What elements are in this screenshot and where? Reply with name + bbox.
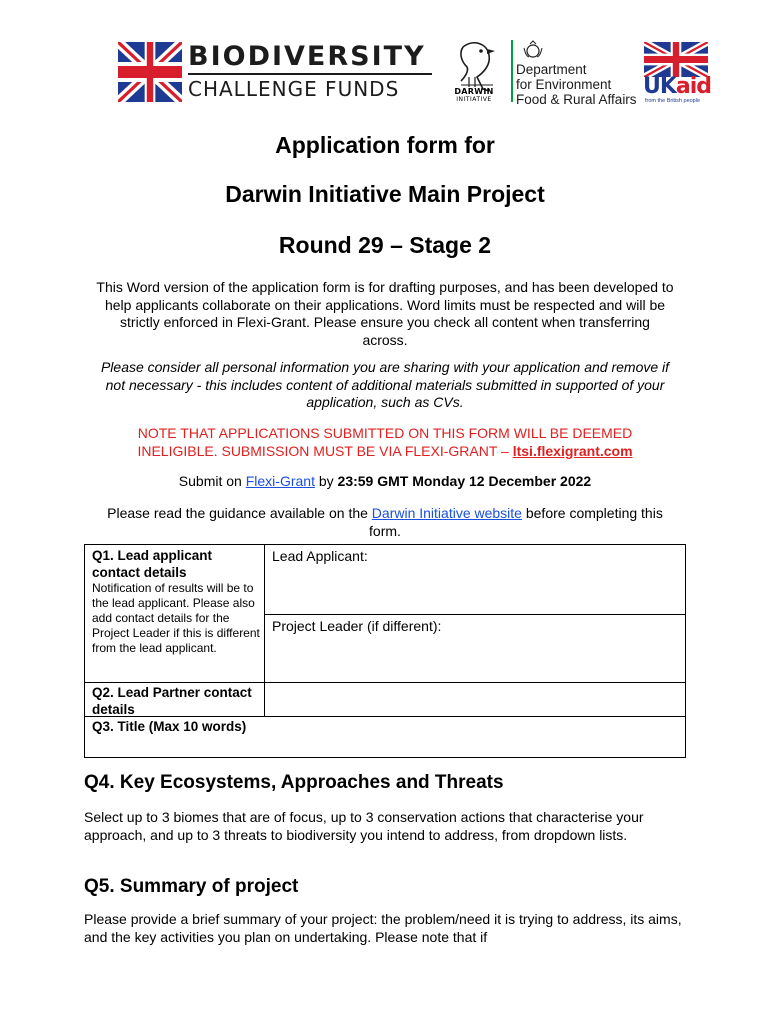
page-title-line3: Round 29 – Stage 2 xyxy=(278,232,492,258)
q5-instructions: Please provide a brief summary of your project: the problem/need it is trying to address, its aims, and the key activities you plan on undertaking. Please note that if xyxy=(84,911,682,945)
ukaid-wordmark xyxy=(643,76,711,98)
note-text: NOTE THAT APPLICATIONS SUBMITTED ON THIS FORM WILL BE DEEMED INELIGIBLE. SUBMISSION MUST BE VIA FLEXI-GRANT – xyxy=(137,425,633,459)
union-flag-icon xyxy=(118,42,182,102)
lead-partner-field[interactable] xyxy=(266,684,684,715)
ineligible-note xyxy=(96,425,674,460)
flexigrant-url-link[interactable]: ltsi.flexigrant.com xyxy=(512,442,633,459)
q2-label: Q2. Lead Partner contact details xyxy=(92,685,252,717)
application-form-table xyxy=(84,544,686,758)
submit-deadline xyxy=(96,473,674,491)
deadline-text: 23:59 GMT Monday 12 December 2022 xyxy=(337,473,592,489)
q4-instructions: Select up to 3 biomes that are of focus, up to 3 conservation actions that characterise your approach, and up to 3 threats to biodiversity you intend to address, from dropdown lists. xyxy=(84,809,644,843)
guidance-suffix: before completing this form. xyxy=(369,505,663,539)
defra-line1: Department xyxy=(516,62,587,77)
submit-prefix: Submit on xyxy=(178,473,246,489)
q2-label-cell xyxy=(92,685,262,718)
q4-heading: Q4. Key Ecosystems, Approaches and Threats xyxy=(84,772,504,793)
ukaid-aid: aid xyxy=(675,74,712,99)
flexigrant-link[interactable]: Flexi-Grant xyxy=(245,473,315,489)
guidance-paragraph xyxy=(96,505,674,540)
q1-note: Notification of results will be to the lead applicant. Please also add contact details for the Project Leader if this is different from the lead applicant. xyxy=(92,581,260,655)
lead-applicant-label: Lead Applicant: xyxy=(272,548,368,564)
q5-heading: Q5. Summary of project xyxy=(84,876,299,897)
defra-line3: Food & Rural Affairs xyxy=(516,92,637,107)
table-divider-q1-q2 xyxy=(85,682,686,683)
q1-label: Q1. Lead applicant contact details xyxy=(92,548,213,580)
title-field[interactable] xyxy=(92,719,682,755)
logo-text-line2: CHALLENGE FUNDS xyxy=(188,73,432,103)
guidance-prefix: Please read the guidance available on the xyxy=(107,505,372,521)
darwin-wordmark: DARWIN xyxy=(454,87,494,96)
logo-text-line1: BIODIVERSITY xyxy=(188,41,426,72)
q1-label-cell xyxy=(92,548,262,656)
intro-paragraph: This Word version of the application form is for drafting purposes, and has been developed to help applicants collaborate on their applications. Word limits must be respected and will be strictly enforced in Flexi-Grant. Please ensure you check all content when transferring across. xyxy=(96,279,674,348)
defra-line2: for Environment xyxy=(516,77,612,92)
privacy-paragraph: Please consider all personal information you are sharing with your application and remove if not necessary - this includes content of additional materials submitted in supported of your application, such as CVs. xyxy=(100,359,670,410)
ukaid-flag-icon xyxy=(644,42,708,77)
table-divider-vertical xyxy=(264,545,265,717)
submit-middle: by xyxy=(314,473,338,489)
project-leader-label: Project Leader (if different): xyxy=(272,618,442,634)
page-title-line2: Darwin Initiative Main Project xyxy=(225,181,545,207)
defra-green-bar xyxy=(511,40,513,102)
q3-label: Q3. Title (Max 10 words) xyxy=(92,719,247,734)
defra-logo-text xyxy=(516,62,637,107)
project-leader-field[interactable] xyxy=(272,618,682,680)
table-divider-q1-inner xyxy=(264,614,686,615)
lead-applicant-field[interactable] xyxy=(272,548,682,612)
ukaid-uk: UK xyxy=(643,74,676,99)
ukaid-tagline: from the British people xyxy=(645,98,701,104)
initiative-wordmark: INITIATIVE xyxy=(456,96,492,103)
royal-crest-icon xyxy=(522,40,544,60)
biodiversity-challenge-funds-logo xyxy=(188,42,432,103)
darwin-website-link[interactable]: Darwin Initiative website xyxy=(371,505,522,521)
page-title-line1: Application form for xyxy=(275,132,495,158)
